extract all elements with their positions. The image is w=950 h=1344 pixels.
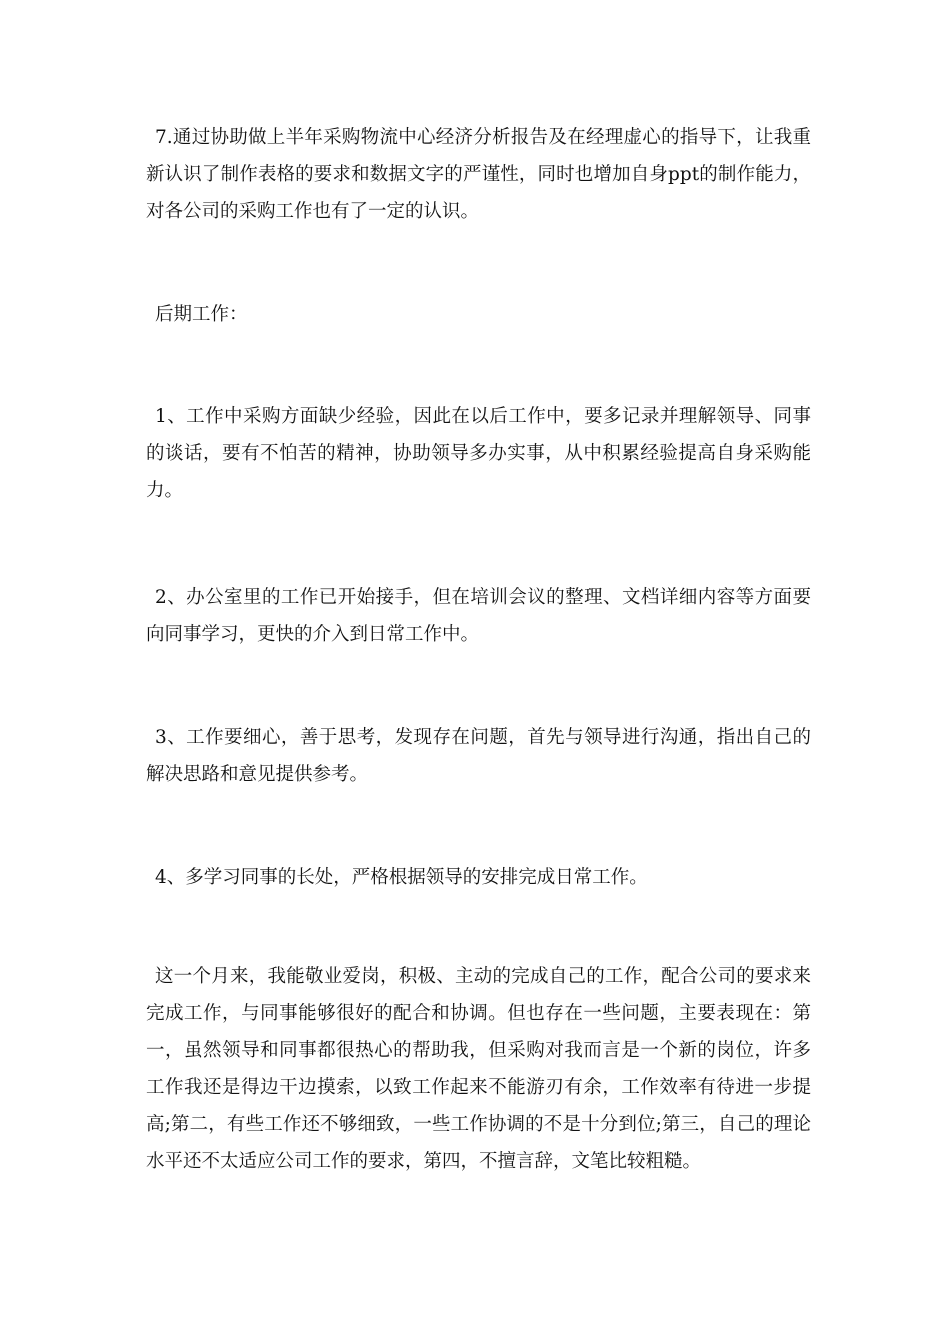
paragraph-later-work-2: 2、办公室里的工作已开始接手，但在培训会议的整理、文档详细内容等方面要向同事学习，更快的介入到日常工作中。 [146, 587, 811, 645]
paragraph-item-7: 7.通过协助做上半年采购物流中心经济分析报告及在经理虚心的指导下，让我重新认识了制作表格的要求和数据文字的严谨性，同时也增加自身ppt的制作能力，对各公司的采购工作也有了一定的认识。 [146, 127, 811, 222]
paragraph-later-work-1: 1、工作中采购方面缺少经验，因此在以后工作中，要多记录并理解领导、同事的谈话，要有不怕苦的精神，协助领导多办实事，从中积累经验提高自身采购能力。 [146, 406, 811, 501]
section-heading-later-work: 后期工作： [155, 304, 248, 325]
paragraph-summary: 这一个月来，我能敬业爱岗，积极、主动的完成自己的工作，配合公司的要求来完成工作，与同事能够很好的配合和协调。但也存在一些问题，主要表现在：第一，虽然领导和同事都很热心的帮助我，但采购对我而言是一个新的岗位，许多工作我还是得边干边摸索，以致工作起来不能游刃有余，工作效率有待进一步提高;第二，有些工作还不够细致，一些工作协调的不是十分到位;第三，自己的理论水平还不太适应公司工作的要求，第四，不擅言辞，文笔比较粗糙。 [146, 966, 811, 1172]
paragraph-later-work-4: 4、多学习同事的长处，严格根据领导的安排完成日常工作。 [155, 867, 648, 888]
paragraph-later-work-3: 3、工作要细心，善于思考，发现存在问题，首先与领导进行沟通，指出自己的解决思路和意见提供参考。 [146, 727, 811, 785]
